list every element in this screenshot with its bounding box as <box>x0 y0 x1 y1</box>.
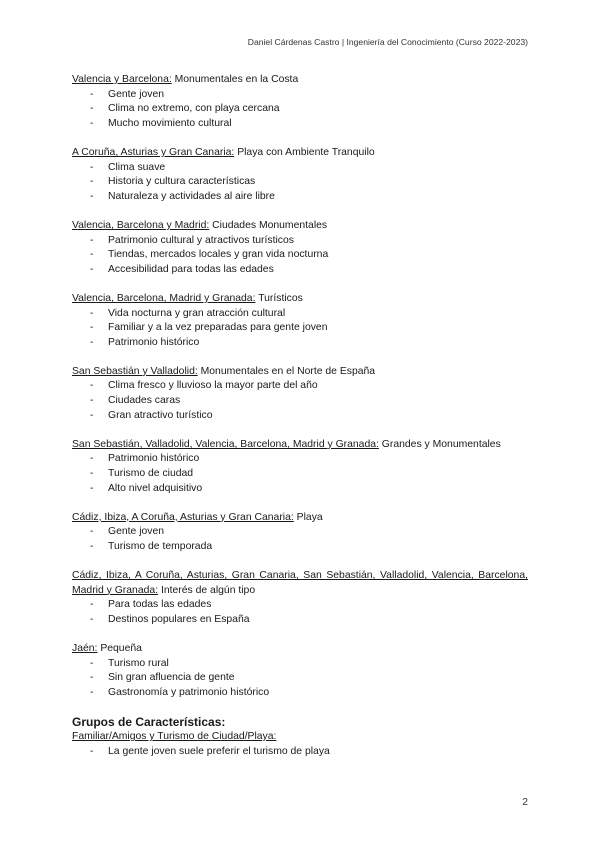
dash-bullet: - <box>90 409 94 421</box>
dash-bullet: - <box>90 117 94 129</box>
dash-bullet: - <box>90 161 94 173</box>
list-item-text: Clima no extremo, con playa cercana <box>108 103 280 115</box>
list-item <box>72 613 528 628</box>
section-title <box>72 511 528 526</box>
dash-bullet: - <box>90 672 94 684</box>
list-item-text: Clima suave <box>108 161 166 173</box>
destination-section <box>72 73 528 131</box>
dash-bullet: - <box>90 190 94 202</box>
dash-bullet: - <box>90 249 94 261</box>
list-item <box>72 525 528 540</box>
list-item <box>72 336 528 351</box>
section-title <box>72 219 528 234</box>
list-item <box>72 102 528 117</box>
list-item <box>72 467 528 482</box>
dash-bullet: - <box>90 745 94 757</box>
dash-bullet: - <box>90 657 94 669</box>
list-item <box>72 482 528 497</box>
section-title <box>72 365 528 380</box>
list-item-text: Historia y cultura características <box>108 176 256 188</box>
characteristics-subheading: Familiar/Amigos y Turismo de Ciudad/Playa: <box>72 731 277 743</box>
list-item-text: Para todas las edades <box>108 599 212 611</box>
list-item <box>72 745 528 760</box>
list-item-text: Familiar y a la vez preparadas para gente joven <box>108 322 328 334</box>
section-cities: San Sebastián y Valladolid: <box>72 365 198 377</box>
destination-sections <box>72 73 528 701</box>
section-category: Monumentales en el Norte de España <box>200 365 376 377</box>
list-item-text: Naturaleza y actividades al aire libre <box>108 190 275 202</box>
list-item-text: Alto nivel adquisitivo <box>108 482 203 494</box>
list-item <box>72 234 528 249</box>
list-item <box>72 657 528 672</box>
list-item <box>72 394 528 409</box>
list-item <box>72 671 528 686</box>
destination-section <box>72 219 528 277</box>
list-item <box>72 190 528 205</box>
list-item-text: Turismo de temporada <box>108 541 213 552</box>
list-item <box>72 248 528 263</box>
list-item <box>72 117 528 132</box>
list-item-text: Patrimonio cultural y atractivos turísticos <box>108 234 294 246</box>
section-cities: San Sebastián, Valladolid, Valencia, Barcelona, Madrid y Granada: <box>72 438 379 450</box>
section-category: Playa con Ambiente Tranquilo <box>237 146 375 158</box>
section-title <box>72 569 528 598</box>
list-item-text: Patrimonio histórico <box>108 453 200 465</box>
section-list <box>72 88 528 132</box>
list-item <box>72 321 528 336</box>
dash-bullet: - <box>90 263 94 275</box>
section-cities: A Coruña, Asturias y Gran Canaria: <box>72 146 235 158</box>
section-list <box>72 657 528 701</box>
section-list <box>72 307 528 351</box>
section-cities: Valencia y Barcelona: <box>72 74 172 85</box>
list-item-text: Gran atractivo turístico <box>108 409 213 421</box>
section-list <box>72 598 528 627</box>
list-item <box>72 307 528 322</box>
characteristics-list <box>72 745 528 760</box>
section-title <box>72 146 528 161</box>
list-item <box>72 686 528 701</box>
section-category: Monumentales en la Costa <box>174 74 299 85</box>
destination-section <box>72 146 528 204</box>
section-cities: Valencia, Barcelona y Madrid: <box>72 219 210 231</box>
section-category: Turísticos <box>258 292 303 304</box>
dash-bullet: - <box>90 468 94 480</box>
section-list <box>72 379 528 423</box>
section-list <box>72 161 528 205</box>
list-item-text: Patrimonio histórico <box>108 336 200 348</box>
section-cities: Jaén: <box>72 643 98 655</box>
list-item <box>72 379 528 394</box>
dash-bullet: - <box>90 176 94 188</box>
list-item <box>72 540 528 555</box>
destination-section <box>72 365 528 423</box>
dash-bullet: - <box>90 88 94 100</box>
characteristics-heading: Grupos de Características: <box>72 715 226 730</box>
list-item-text: Gente joven <box>108 526 165 538</box>
section-title <box>72 73 528 88</box>
list-item-text: Vida nocturna y gran atracción cultural <box>108 307 286 319</box>
list-item-text: Gente joven <box>108 88 165 100</box>
list-item-text: Turismo de ciudad <box>108 468 194 480</box>
list-item <box>72 161 528 176</box>
dash-bullet: - <box>90 380 94 392</box>
dash-bullet: - <box>90 526 94 538</box>
list-item-text: Destinos populares en España <box>108 613 250 625</box>
destination-section <box>72 292 528 350</box>
list-item <box>72 409 528 424</box>
section-list <box>72 234 528 278</box>
list-item-text: Sin gran afluencia de gente <box>108 672 235 684</box>
list-item <box>72 88 528 103</box>
dash-bullet: - <box>90 613 94 625</box>
page-header: Daniel Cárdenas Castro | Ingeniería del Conocimiento (Curso 2022-2023) <box>247 37 528 47</box>
section-cities: Valencia, Barcelona, Madrid y Granada: <box>72 292 256 304</box>
section-category: Ciudades Monumentales <box>212 219 328 231</box>
section-title <box>72 438 528 453</box>
section-title <box>72 642 528 657</box>
page-number: 2 <box>522 797 528 808</box>
list-item <box>72 452 528 467</box>
document-body <box>72 73 528 759</box>
dash-bullet: - <box>90 482 94 494</box>
dash-bullet: - <box>90 541 94 552</box>
dash-bullet: - <box>90 103 94 115</box>
list-item <box>72 175 528 190</box>
list-item-text: La gente joven suele preferir el turismo de playa <box>108 745 330 757</box>
section-cities: Cádiz, Ibiza, A Coruña, Asturias y Gran Canaria: <box>72 511 294 523</box>
list-item-text: Tiendas, mercados locales y gran vida nocturna <box>108 249 329 261</box>
dash-bullet: - <box>90 307 94 319</box>
section-cities: Cádiz, Ibiza, A Coruña, Asturias, Gran Canaria, San Sebastián, Valladolid, Valencia, Barcelona, Madrid y Granada: <box>72 570 528 596</box>
dash-bullet: - <box>90 234 94 246</box>
destination-section <box>72 569 528 627</box>
section-list <box>72 525 528 554</box>
dash-bullet: - <box>90 453 94 465</box>
section-category: Pequeña <box>100 643 142 655</box>
list-item-text: Gastronomía y patrimonio histórico <box>108 686 270 698</box>
list-item <box>72 598 528 613</box>
section-category: Playa <box>296 511 323 523</box>
list-item-text: Accesibilidad para todas las edades <box>108 263 274 275</box>
dash-bullet: - <box>90 395 94 407</box>
section-list <box>72 452 528 496</box>
dash-bullet: - <box>90 599 94 611</box>
dash-bullet: - <box>90 686 94 698</box>
list-item-text: Mucho movimiento cultural <box>108 117 232 129</box>
section-category: Grandes y Monumentales <box>381 438 501 450</box>
destination-section <box>72 642 528 700</box>
section-category: Interés de algún tipo <box>160 584 256 596</box>
section-title <box>72 292 528 307</box>
list-item-text: Turismo rural <box>108 657 169 669</box>
list-item-text: Clima fresco y lluvioso la mayor parte del año <box>108 380 318 392</box>
destination-section <box>72 438 528 496</box>
dash-bullet: - <box>90 336 94 348</box>
list-item-text: Ciudades caras <box>108 395 181 407</box>
dash-bullet: - <box>90 322 94 334</box>
list-item <box>72 263 528 278</box>
destination-section <box>72 511 528 555</box>
